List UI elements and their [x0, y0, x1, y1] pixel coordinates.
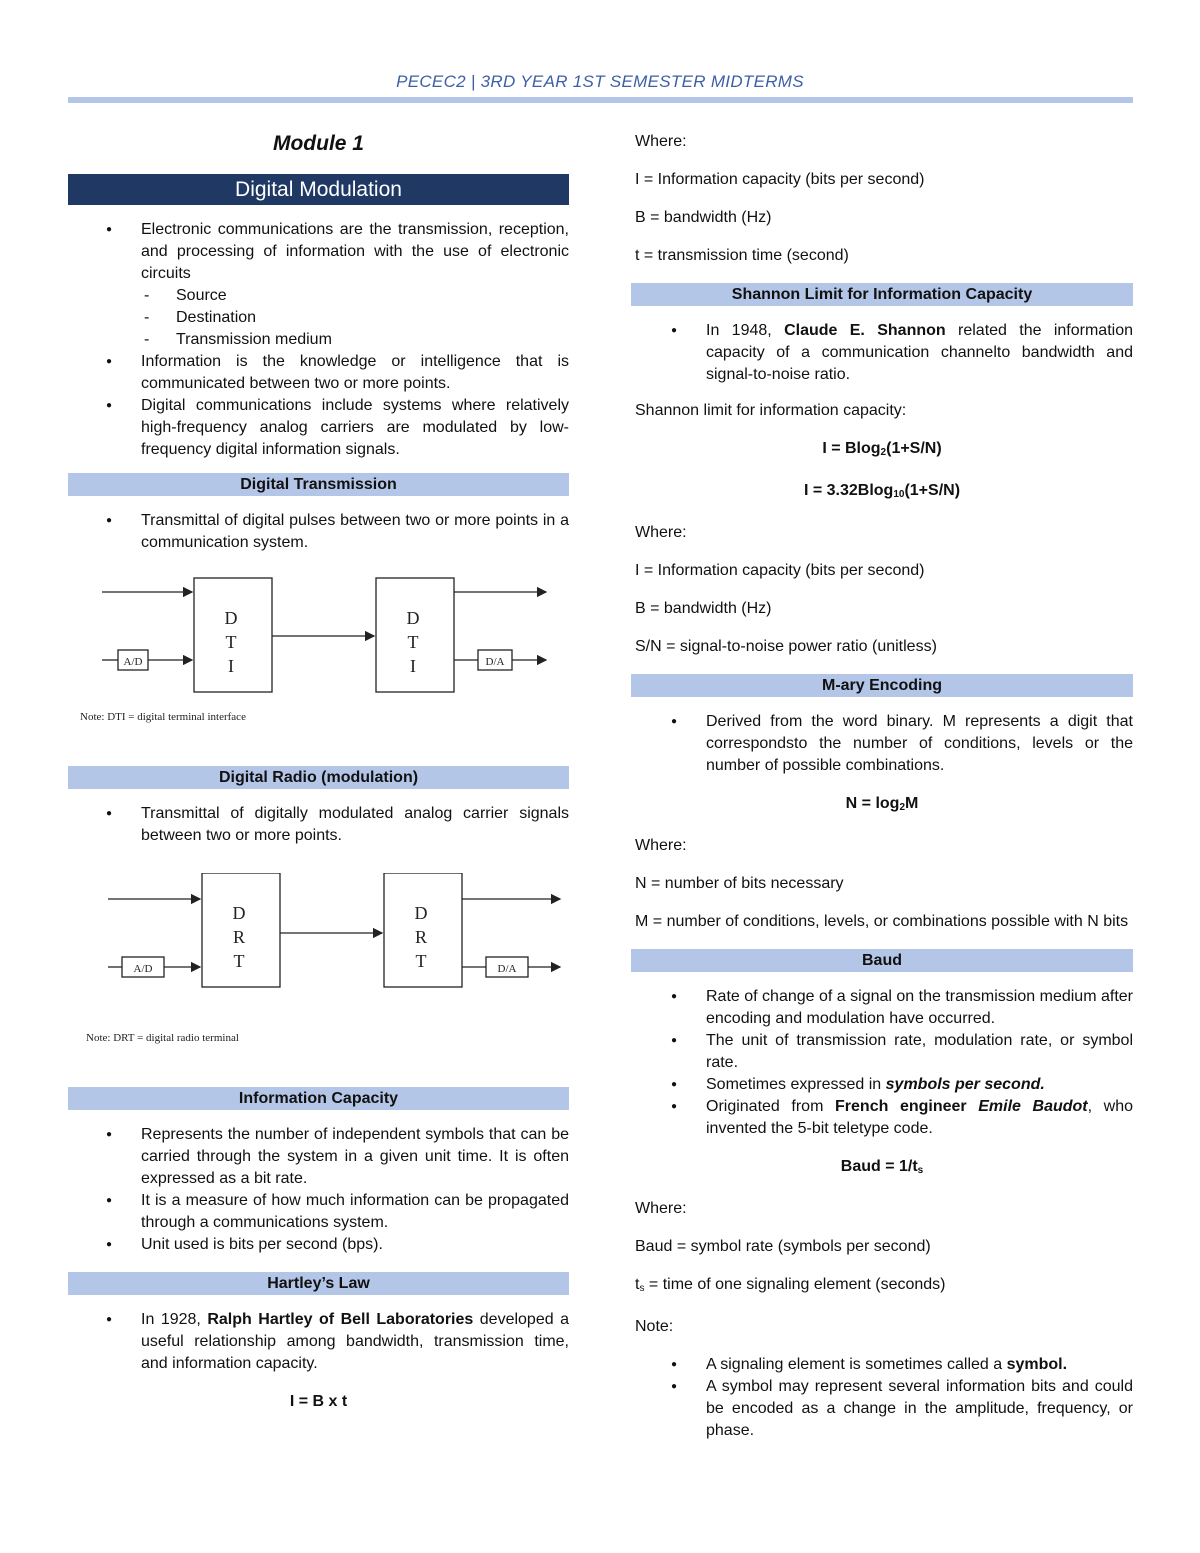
- definition-line: S/N = signal-to-noise power ratio (unitless): [635, 638, 937, 655]
- left-column: [68, 128, 569, 1429]
- formula-subscript: s: [917, 1165, 924, 1176]
- definition-subscript: s: [639, 1283, 645, 1294]
- baud-list: [631, 986, 1133, 1140]
- bullet-text: In 1928,: [141, 1311, 208, 1328]
- digital-radio-list: [68, 803, 569, 847]
- ad-label: A/D: [123, 656, 143, 668]
- bold-text: French engineer: [835, 1098, 979, 1115]
- digital-transmission-list: [68, 510, 569, 554]
- mary-formula: [631, 793, 1133, 819]
- where-label: Where:: [635, 1200, 687, 1217]
- intro-bullet-list: [68, 219, 569, 461]
- bullet-text: Sometimes expressed in: [706, 1076, 886, 1093]
- bullet-text: In 1948,: [706, 322, 785, 339]
- diagram-note: Note: DRT = digital radio terminal: [86, 1032, 239, 1044]
- section-heading-digital-transmission: Digital Transmission: [68, 473, 569, 496]
- formula-part: I = Blog: [822, 440, 881, 457]
- box-letter: I: [228, 656, 234, 676]
- bullet-text: A signaling element is sometimes called a: [706, 1356, 1007, 1373]
- sub-list-item: - Destination: [141, 307, 569, 329]
- box-letter: D: [232, 903, 246, 923]
- drt-block-diagram: [68, 873, 569, 1073]
- da-label: D/A: [485, 656, 505, 668]
- page-header-title: PECEC2 | 3RD YEAR 1ST SEMESTER MIDTERMS: [396, 72, 804, 91]
- bullet-text: related the information capacity of a communication channelto bandwidth and signal-to-noise ratio.: [706, 322, 1134, 383]
- shannon-intro: Shannon limit for information capacity:: [635, 402, 907, 419]
- formula-part: (1+S/N): [904, 482, 961, 499]
- formula-part: M: [905, 795, 919, 812]
- formula-subscript: 10: [893, 489, 905, 500]
- definition-part: = time of one signaling element (seconds): [644, 1276, 946, 1293]
- definition-line: [635, 1274, 1133, 1300]
- bold-name: Claude E. Shannon: [784, 322, 946, 339]
- hartley-formula: I = B x t: [289, 1393, 348, 1410]
- formula-part: N = log: [845, 795, 900, 812]
- bold-name: Ralph Hartley of Bell Laboratories: [207, 1311, 474, 1328]
- list-item: ● Rate of change of a signal on the transmission medium after encoding and modulation have occurred.: [631, 986, 1133, 1030]
- section-heading-shannon-limit: Shannon Limit for Information Capacity: [631, 283, 1133, 306]
- list-item: ● Unit used is bits per second (bps).: [68, 1234, 569, 1256]
- baud-formula: [631, 1156, 1133, 1182]
- box-letter: D: [406, 608, 420, 628]
- definition-line: I = Information capacity (bits per second): [635, 171, 925, 188]
- section-heading-information-capacity: Information Capacity: [68, 1087, 569, 1110]
- list-item: [631, 1074, 1133, 1096]
- da-label: D/A: [497, 963, 517, 975]
- list-item: [68, 219, 569, 351]
- list-item: ● Represents the number of independent symbols that can be carried through the system in a given unit time. It is often expressed as a bit rate.: [68, 1124, 569, 1190]
- list-item: ● Digital communications include systems where relatively high-frequency analog carriers are modulated by low-frequency digital information signals.: [68, 395, 569, 461]
- list-item: ● Derived from the word binary. M represents a digit that correspondsto the number of conditions, levels or the number of possible combinations.: [631, 711, 1133, 777]
- list-item: [68, 1309, 569, 1375]
- bullet-text: Electronic communications are the transmission, reception, and processing of information with the use of electronic circuits: [141, 221, 569, 282]
- sub-list-item: - Source: [141, 285, 569, 307]
- hartley-list: [68, 1309, 569, 1375]
- definition-line: I = Information capacity (bits per second): [635, 562, 925, 579]
- formula-part: Baud = 1/t: [840, 1158, 918, 1175]
- definition-line: Baud = symbol rate (symbols per second): [635, 1238, 931, 1255]
- definition-line: B = bandwidth (Hz): [635, 600, 772, 617]
- ad-label: A/D: [133, 963, 153, 975]
- box-letter: R: [232, 927, 246, 947]
- list-item: [631, 1354, 1133, 1376]
- right-column: [631, 128, 1133, 1442]
- formula-subscript: 2: [899, 802, 905, 813]
- where-label: Where:: [635, 837, 687, 854]
- formula-part: I = 3.32Blog: [803, 482, 894, 499]
- definition-line: t = transmission time (second): [635, 247, 849, 264]
- list-item: ● Information is the knowledge or intelligence that is communicated between two or more points.: [68, 351, 569, 395]
- formula-part: (1+S/N): [886, 440, 942, 457]
- formula-subscript: 2: [880, 447, 887, 458]
- box-letter: D: [224, 608, 238, 628]
- box-letter: I: [410, 656, 416, 676]
- information-capacity-list: [68, 1124, 569, 1256]
- module-title: Module 1: [272, 132, 364, 155]
- section-heading-mary-encoding: M-ary Encoding: [631, 674, 1133, 697]
- where-label: Where:: [635, 133, 687, 150]
- box-letter: T: [225, 632, 237, 652]
- definition-part: t: [635, 1276, 640, 1293]
- list-item: [631, 320, 1133, 386]
- shannon-list: [631, 320, 1133, 386]
- list-item: [631, 1096, 1133, 1140]
- shannon-formula-1: [631, 438, 1133, 464]
- section-heading-digital-radio: Digital Radio (modulation): [68, 766, 569, 789]
- list-item: ● A symbol may represent several information bits and could be encoded as a change in the amplitude, frequency, or phase.: [631, 1376, 1133, 1442]
- section-heading-baud: Baud: [631, 949, 1133, 972]
- box-letter: T: [407, 632, 419, 652]
- sub-list: [141, 285, 569, 351]
- note-label: Note:: [635, 1318, 674, 1335]
- list-item: ● Transmittal of digital pulses between two or more points in a communication system.: [68, 510, 569, 554]
- definition-line: N = number of bits necessary: [635, 875, 844, 892]
- list-item: ● Transmittal of digitally modulated analog carrier signals between two or more points.: [68, 803, 569, 847]
- box-letter: D: [414, 903, 428, 923]
- where-label: Where:: [635, 524, 687, 541]
- definition-line: M = number of conditions, levels, or combinations possible with N bits: [635, 913, 1129, 930]
- definition-line: B = bandwidth (Hz): [635, 209, 772, 226]
- shannon-formula-2: [631, 480, 1133, 506]
- sub-list-item: - Transmission medium: [141, 329, 569, 351]
- bullet-text: developed a useful relationship among bandwidth, transmission time, and information capacity.: [141, 1311, 569, 1372]
- header-divider: [68, 97, 1133, 103]
- list-item: ● It is a measure of how much information can be propagated through a communications system.: [68, 1190, 569, 1234]
- box-letter: R: [414, 927, 428, 947]
- box-letter: T: [415, 951, 427, 971]
- list-item: ● The unit of transmission rate, modulation rate, or symbol rate.: [631, 1030, 1133, 1074]
- section-heading-digital-modulation: Digital Modulation: [68, 174, 569, 205]
- mary-list: [631, 711, 1133, 777]
- bullet-text: , who invented the 5-bit teletype code.: [706, 1098, 1134, 1137]
- section-heading-hartleys-law: Hartley’s Law: [68, 1272, 569, 1295]
- dti-block-diagram: [68, 566, 569, 746]
- bullet-text: Originated from: [706, 1098, 836, 1115]
- box-letter: T: [233, 951, 245, 971]
- bold-italic-text: Emile Baudot: [978, 1098, 1088, 1115]
- note-list: [631, 1354, 1133, 1442]
- bold-italic-text: symbols per second.: [885, 1076, 1045, 1093]
- diagram-note: Note: DTI = digital terminal interface: [80, 711, 246, 723]
- bold-text: symbol.: [1006, 1356, 1068, 1373]
